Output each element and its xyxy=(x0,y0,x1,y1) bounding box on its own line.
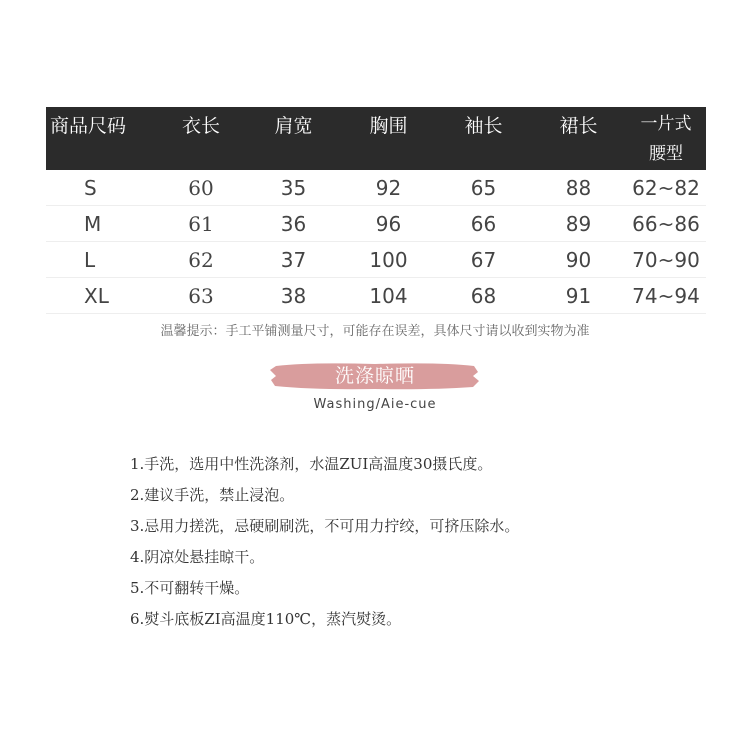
cell-sleeve: 66 xyxy=(436,206,531,242)
cell-length: 61 xyxy=(156,206,246,242)
cell-shoulder: 35 xyxy=(246,170,341,206)
cell-size: M xyxy=(46,206,156,242)
cell-sleeve: 68 xyxy=(436,278,531,314)
list-item: 1.手洗，选用中性洗涤剂，水温ZUI高温度30摄氏度。 xyxy=(130,455,493,473)
cell-length: 60 xyxy=(156,170,246,206)
cell-waist: 62~82 xyxy=(626,170,706,206)
list-item: 3.忌用力搓洗，忌硬刷刷洗，不可用力拧绞，可挤压除水。 xyxy=(130,517,520,535)
washing-banner xyxy=(270,362,480,390)
cell-skirt-length: 91 xyxy=(531,278,626,314)
list-item: 2.建议手洗，禁止浸泡。 xyxy=(130,486,295,504)
measurement-note: 温馨提示：手工平铺测量尺寸，可能存在误差，具体尺寸请以收到实物为准 xyxy=(160,324,590,339)
table-row xyxy=(46,278,706,314)
table-row xyxy=(46,242,706,278)
cell-waist: 66~86 xyxy=(626,206,706,242)
header-shoulder: 肩宽 xyxy=(246,107,341,170)
list-item: 5.不可翻转干燥。 xyxy=(130,579,250,597)
list-item: 4.阴凉处悬挂晾干。 xyxy=(130,548,265,566)
header-sleeve: 袖长 xyxy=(436,107,531,170)
list-item: 6.熨斗底板ZI高温度110℃，蒸汽熨烫。 xyxy=(130,610,402,628)
cell-skirt-length: 89 xyxy=(531,206,626,242)
table-row xyxy=(46,206,706,242)
header-size: 商品尺码 xyxy=(46,107,156,170)
header-skirt-length: 裙长 xyxy=(531,107,626,170)
cell-sleeve: 65 xyxy=(436,170,531,206)
cell-length: 63 xyxy=(156,278,246,314)
header-waist: 一片式 腰型 xyxy=(626,107,706,170)
cell-shoulder: 37 xyxy=(246,242,341,278)
cell-bust: 92 xyxy=(341,170,436,206)
cell-shoulder: 38 xyxy=(246,278,341,314)
cell-skirt-length: 88 xyxy=(531,170,626,206)
cell-length: 62 xyxy=(156,242,246,278)
cell-bust: 100 xyxy=(341,242,436,278)
cell-size: S xyxy=(46,170,156,206)
care-instructions-list xyxy=(130,452,519,638)
banner-subtitle: Washing/Aie-cue xyxy=(313,397,437,412)
cell-shoulder: 36 xyxy=(246,206,341,242)
cell-bust: 104 xyxy=(341,278,436,314)
banner-title: 洗涤晾晒 xyxy=(334,365,415,387)
cell-size: L xyxy=(46,242,156,278)
cell-bust: 96 xyxy=(341,206,436,242)
cell-skirt-length: 90 xyxy=(531,242,626,278)
size-table xyxy=(46,107,706,314)
cell-size: XL xyxy=(46,278,156,314)
header-length: 衣长 xyxy=(156,107,246,170)
table-header-row xyxy=(46,107,706,170)
cell-sleeve: 67 xyxy=(436,242,531,278)
cell-waist: 74~94 xyxy=(626,278,706,314)
table-row xyxy=(46,170,706,206)
cell-waist: 70~90 xyxy=(626,242,706,278)
header-bust: 胸围 xyxy=(341,107,436,170)
